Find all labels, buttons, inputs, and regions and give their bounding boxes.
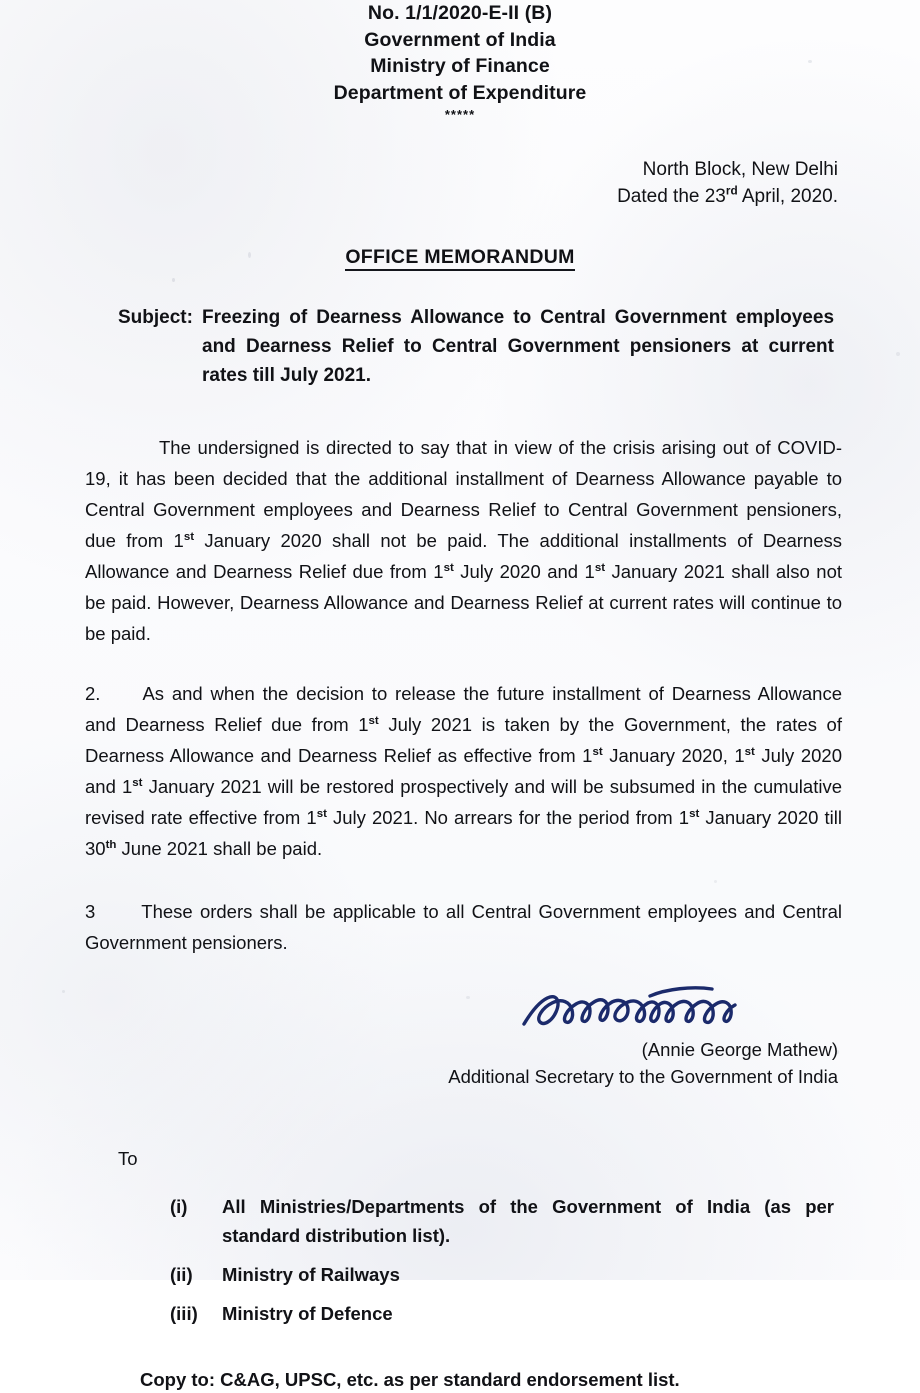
asterisk-separator: ***** [444,107,476,122]
paragraph-3-text: These orders shall be applicable to all Central Government employees and Central Government pensioners. [85,901,842,953]
paragraph-2-segment: June 2021 shall be paid. [116,838,323,859]
paragraph-2-segment: As and when the decision to release the future installment of Dearness Allowance and Dearness Relief due from 1 [85,683,842,735]
list-item-label: All Ministries/Departments of the Government of India (as per standard distribution list). [222,1196,834,1246]
address-date-block [0,156,920,210]
list-item-marker: (iii) [170,1303,198,1324]
issue-date [0,183,838,210]
list-item [170,1299,834,1328]
ordinal-suffix: st [744,745,755,758]
date-suffix: April, 2020. [737,186,838,207]
subject-text: Freezing of Dearness Allowance to Central Government employees and Dearness Relief to Central Government pensioners at current rates till July 2021. [202,307,835,386]
copy-to-line: Copy to: C&AG, UPSC, etc. as per standard endorsement list. [140,1369,680,1390]
paragraph-1-segment: January 2021 shall also not be paid. However, Dearness Allowance and Dearness Relief at current rates will continue to be paid. [85,561,842,644]
paragraph-2-segment: January 2020, 1 [602,745,745,766]
letterhead [0,0,920,123]
paragraph-3-number: 3 [85,901,96,922]
date-prefix: Dated the 23 [617,186,726,207]
list-item-marker: (i) [170,1196,188,1217]
issuing-place: North Block, New Delhi [642,159,838,180]
list-item [170,1192,834,1250]
ordinal-suffix: st [132,776,143,789]
ministry-name: Ministry of Finance [370,55,550,77]
list-item-marker: (ii) [170,1264,193,1285]
paragraph-2-segment: July 2021. No arrears for the period from 1 [326,807,690,828]
subject-label: Subject: [118,307,193,328]
list-item-label: Ministry of Defence [222,1303,393,1324]
distribution-list [170,1192,834,1328]
paragraph-2-segment: January 2021 will be restored prospectively and will be subsumed in the cumulative revised rate effective from 1 [85,776,842,828]
paragraph-2-segment: July 2021 is taken by the Government, the rates of Dearness Allowance and Dearness Relief as effective from 1 [85,714,842,766]
handwritten-signature-icon [516,980,756,1036]
ordinal-suffix: st [689,807,700,820]
ordinal-suffix: st [594,561,606,574]
department-name: Department of Expenditure [333,81,587,104]
signatory-name: (Annie George Mathew) [641,1039,838,1060]
signature-block [0,980,920,1090]
page-title-text: OFFICE MEMORANDUM [345,246,574,271]
ordinal-suffix: st [316,807,327,820]
government-name: Government of India [364,28,556,51]
signatory-designation: Additional Secretary to the Government of India [448,1066,838,1087]
paragraph-1-segment: July 2020 and 1 [453,561,595,582]
paragraph-1-segment: The undersigned is directed to say that in view of the crisis arising out of COVID-19, it has been decided that the additional installment of Dearness Allowance payable to Central Government employees and Dearness Relief to Central Government pensioners, due from 1 [85,437,842,551]
list-item [170,1260,834,1289]
list-item-label: Ministry of Railways [222,1264,400,1285]
subject-line [118,303,834,390]
ordinal-suffix: st [443,561,454,574]
ordinal-suffix: th [105,838,117,851]
paragraph-2-number: 2. [85,683,101,704]
paragraph-3 [85,896,842,958]
ordinal-suffix: st [368,714,379,727]
to-label: To [118,1148,138,1169]
file-number: No. 1/1/2020-E-II (B) [367,2,553,24]
paragraph-2-segment: July 2020 and 1 [85,745,842,797]
page-title [0,246,920,269]
date-ordinal-suffix: rd [725,184,738,198]
paragraph-1 [85,432,842,649]
paragraph-1-segment: January 2020 shall not be paid. The additional installments of Dearness Allowance and Dearness Relief due from 1 [85,530,843,582]
signature-mark [0,980,838,1036]
paragraph-2-segment: January 2020 till 30 [85,807,842,859]
ordinal-suffix: st [592,745,603,758]
ordinal-suffix: st [183,530,195,543]
paragraph-2 [85,678,842,864]
